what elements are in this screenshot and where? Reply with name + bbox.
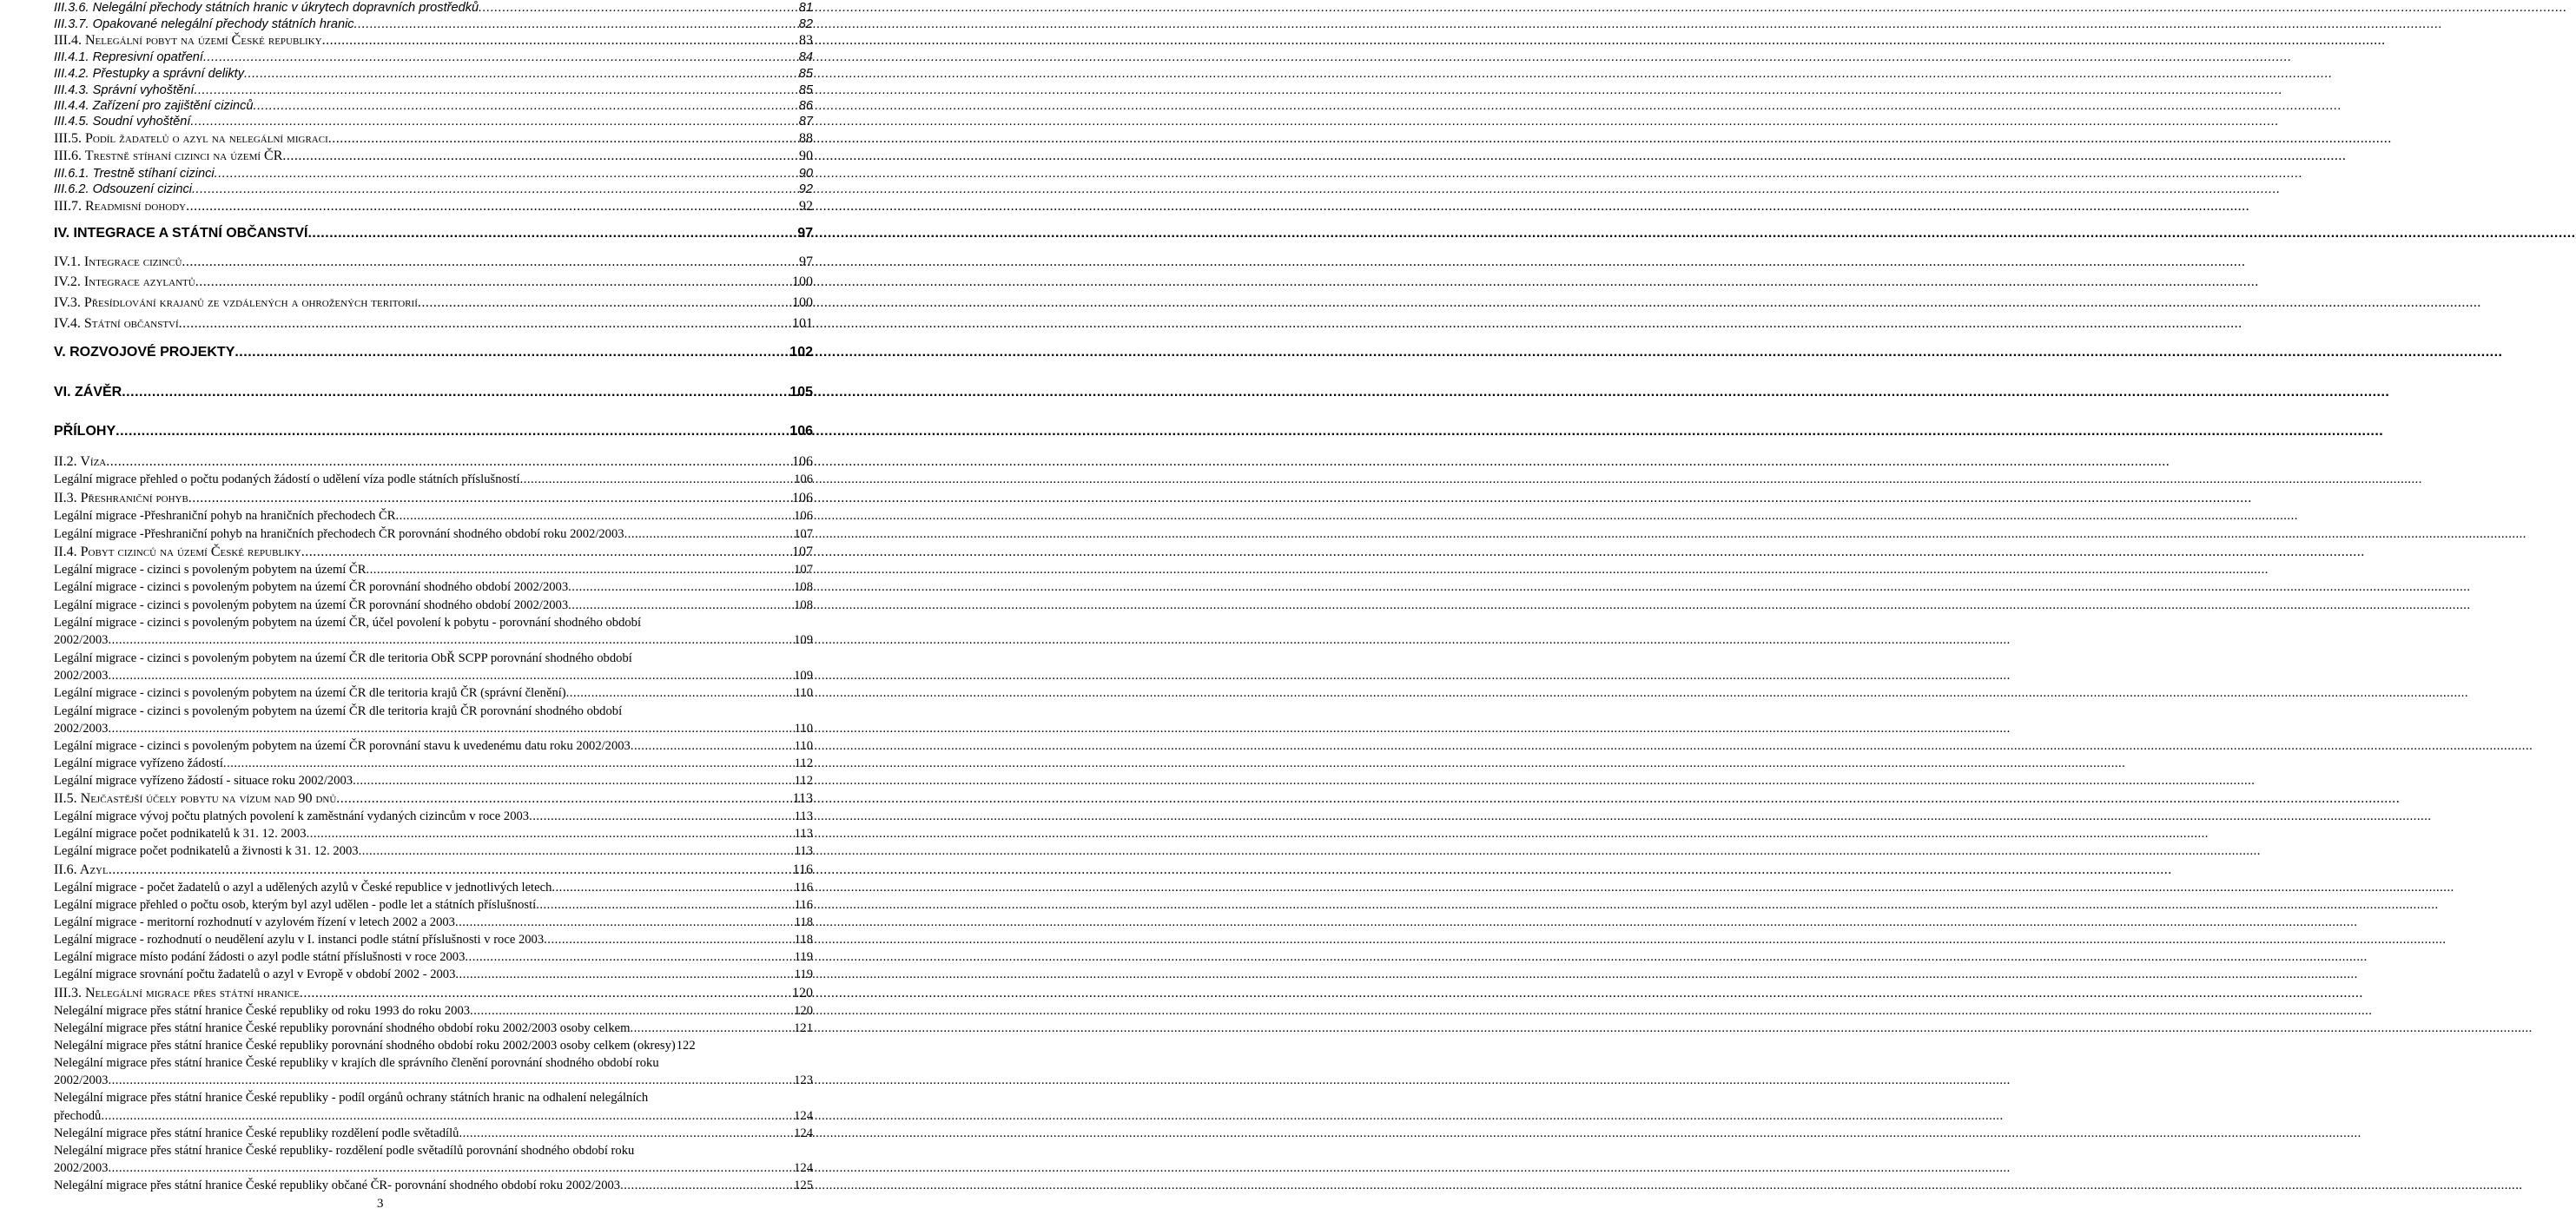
toc-entry-title-cont: 2002/2003 — [54, 722, 109, 736]
toc-chapter[interactable] — [54, 345, 813, 360]
toc-entry-title: III.7. Readmisní dohody — [54, 199, 187, 214]
toc-entry-page: 106 — [794, 509, 813, 523]
toc-entry-title: Nelegální migrace přes státní hranice České republiky - podíl orgánů ochrany státních hranic na odhalení nelegálních — [54, 1091, 649, 1105]
toc-entry-title-cont: 2002/2003 — [54, 669, 109, 683]
toc-entry-title: Legální migrace - cizinci s povoleným pobytem na území ČR dle teritoria krajů ČR (správní členění) — [54, 686, 566, 700]
toc-entry-title: III.3.6. Nelegální přechody státních hranic v úkrytech dopravních prostředků — [54, 1, 479, 15]
toc-table-entry[interactable] — [54, 967, 813, 982]
toc-entry-page: 125 — [794, 1179, 813, 1192]
toc-chapter[interactable] — [54, 226, 813, 241]
toc-entry-title-cont: 2002/2003 — [54, 1073, 109, 1087]
toc-table-entry[interactable] — [54, 686, 813, 701]
toc-entry-title: Nelegální migrace přes státní hranice České republiky porovnání shodného období roku 2002/2003 osoby celkem — [54, 1021, 631, 1035]
toc-entry-page: 107 — [792, 545, 813, 559]
toc-entry[interactable] — [54, 50, 813, 64]
toc-entry-page: 120 — [794, 1004, 813, 1018]
toc-entry[interactable] — [54, 131, 813, 147]
toc-entry-page: 100 — [792, 295, 813, 310]
toc-entry[interactable] — [54, 986, 813, 1001]
toc-entry[interactable] — [54, 862, 813, 878]
toc-entry-page: 113 — [794, 844, 813, 858]
toc-entry-title: VI. ZÁVĚR — [54, 385, 122, 399]
toc-table-entry[interactable] — [54, 915, 813, 930]
toc-entry[interactable] — [54, 274, 813, 290]
toc-table-entry[interactable] — [54, 950, 813, 965]
toc-entry-title: Nelegální migrace přes státní hranice České republiky rozdělení podle světadílů — [54, 1126, 459, 1140]
toc-entry[interactable] — [54, 491, 813, 506]
toc-entry-page: 116 — [794, 898, 813, 912]
toc-entry-title: Legální migrace - cizinci s povoleným pobytem na území ČR dle teritoria ObŘ SCPP porovnání shodného období — [54, 651, 632, 665]
toc-table-entry[interactable] — [54, 933, 813, 948]
toc-entry-title: III.6. Trestně stíhaní cizinci na území ČR — [54, 149, 283, 163]
toc-entry-page: 108 — [794, 598, 813, 612]
toc-entry-page: 110 — [794, 722, 813, 736]
toc-entry-title: PŘÍLOHY — [54, 424, 116, 439]
toc-entry-page: 121 — [794, 1021, 813, 1035]
toc-table-entry[interactable] — [54, 898, 813, 913]
toc-entry-page: 113 — [794, 827, 813, 841]
toc-entry-title: III.4.2. Přestupky a správní delikty — [54, 67, 245, 81]
toc-entry[interactable] — [54, 316, 813, 332]
toc-entry-title: Legální migrace přehled o počtu osob, kterým byl azyl udělen - podle let a státních příslušností — [54, 898, 537, 912]
toc-entry-page: 113 — [792, 791, 813, 806]
toc-entry-title: Legální migrace -Přeshraniční pohyb na hraničních přechodech ČR — [54, 509, 396, 523]
toc-entry-title: Legální migrace počet podnikatelů a živnosti k 31. 12. 2003 — [54, 844, 359, 858]
toc-entry-page: 105 — [789, 385, 813, 399]
toc-entry-title: III.3.7. Opakované nelegální přechody státních hranic — [54, 17, 354, 31]
toc-entry-page: 85 — [798, 67, 813, 81]
toc-entry-title: IV. INTEGRACE A STÁTNÍ OBČANSTVÍ — [54, 226, 308, 241]
toc-entry-title: IV.1. Integrace cizinců — [54, 254, 182, 269]
toc-entry-title: Nelegální migrace přes státní hranice České republiky občané ČR- porovnání shodného období roku 2002/2003 — [54, 1179, 621, 1192]
toc-table-entry[interactable] — [54, 774, 813, 789]
toc-entry-page: 84 — [798, 50, 813, 64]
toc-entry[interactable] — [54, 115, 813, 129]
toc-table-entry[interactable] — [54, 739, 813, 754]
toc-entry[interactable] — [54, 17, 813, 31]
toc-entry[interactable] — [54, 199, 813, 215]
toc-entry-title: Legální migrace - cizinci s povoleným pobytem na území ČR porovnání stavu k uvedenému datu roku 2002/2003 — [54, 739, 631, 753]
toc-entry[interactable] — [54, 167, 813, 181]
toc-entry-title: III.4.1. Represivní opatření — [54, 50, 203, 64]
toc-entry-title: Legální migrace - cizinci s povoleným pobytem na území ČR — [54, 563, 367, 577]
toc-entry-page: 106 — [792, 491, 813, 505]
toc-entry-page: 109 — [794, 633, 813, 647]
toc-table-entry[interactable] — [54, 1179, 813, 1193]
toc-entry-page: 85 — [798, 83, 813, 97]
toc-entry-page: 101 — [792, 316, 813, 331]
toc-entry[interactable] — [54, 545, 813, 560]
toc-entry-title: Legální migrace - rozhodnutí o neudělení azylu v I. instanci podle státní příslušnosti v roce 2003 — [54, 933, 545, 947]
toc-table-entry[interactable] — [54, 598, 813, 613]
toc-entry-title: Legální migrace počet podnikatelů k 31. 12. 2003 — [54, 827, 307, 841]
toc-entry-page: 107 — [794, 527, 813, 541]
toc-table-entry[interactable] — [54, 509, 813, 524]
toc-entry-page: 119 — [794, 967, 813, 981]
toc-entry-page: 123 — [794, 1073, 813, 1087]
toc-table-entry[interactable] — [54, 527, 813, 542]
toc-page — [0, 0, 834, 1215]
toc-entry-page: 124 — [794, 1126, 813, 1140]
toc-entry-title: III.4. Nelegální pobyt na území České republiky — [54, 33, 322, 48]
toc-entry-title: II.4. Pobyt cizinců na území České republiky — [54, 545, 301, 559]
toc-table-entry-line2[interactable] — [54, 669, 813, 683]
toc-table-entry[interactable] — [54, 827, 813, 842]
toc-chapter[interactable] — [54, 424, 813, 439]
toc-entry-title: II.6. Azyl — [54, 862, 109, 877]
toc-entry-title-cont: 2002/2003 — [54, 633, 109, 647]
toc-entry-page: 118 — [794, 915, 813, 929]
toc-entry-title: IV.3. Přesídlování krajanů ze vzdálených a ohrožených teritorií — [54, 295, 418, 310]
toc-entry-title: Legální migrace - počet žadatelů o azyl a udělených azylů v České republice v jednotlivých letech — [54, 881, 552, 895]
toc-entry-page: 88 — [799, 131, 813, 146]
toc-entry-page: 116 — [794, 881, 813, 895]
toc-entry-page: 112 — [794, 774, 813, 788]
toc-entry-title: III.6.2. Odsouzení cizinci — [54, 182, 192, 196]
toc-entry-page: 113 — [794, 809, 813, 823]
toc-entry-page: 92 — [799, 199, 813, 214]
toc-entry-title: III.3. Nelegální migrace přes státní hranice — [54, 986, 300, 1000]
toc-entry-title: Legální migrace - cizinci s povoleným pobytem na území ČR dle teritoria krajů ČR porovnání shodného období — [54, 704, 623, 718]
toc-entry-page: 122 — [676, 1039, 696, 1053]
toc-entry-title-cont: 2002/2003 — [54, 1161, 109, 1175]
toc-entry-page: 107 — [794, 563, 813, 577]
toc-entry-title: Legální migrace - cizinci s povoleným pobytem na území ČR, účel povolení k pobytu - porovnání shodného období — [54, 616, 642, 630]
toc-entry-page: 124 — [794, 1109, 813, 1123]
toc-table-entry[interactable] — [54, 472, 813, 487]
toc-entry-title: Legální migrace - cizinci s povoleným pobytem na území ČR porovnání shodného období 2002/2003 — [54, 580, 569, 594]
toc-entry-title: III.4.5. Soudní vyhoštění — [54, 115, 191, 129]
toc-entry-page: 106 — [789, 424, 813, 439]
toc-table-entry[interactable] — [54, 809, 813, 824]
toc-entry-title: III.5. Podíl žadatelů o azyl na nelegální migraci — [54, 131, 328, 146]
page-number: 3 — [377, 1197, 384, 1211]
toc-entry-page: 90 — [799, 149, 813, 163]
toc-table-entry-line2[interactable] — [54, 1161, 813, 1176]
toc-entry-page: 108 — [794, 580, 813, 594]
toc-table-entry-line1[interactable] — [54, 1056, 813, 1071]
toc-entry-page: 83 — [799, 33, 813, 48]
toc-table-entry[interactable] — [54, 563, 813, 578]
toc-table-entry[interactable] — [54, 580, 813, 595]
toc-entry-page: 97 — [799, 254, 813, 269]
toc-entry-title: Nelegální migrace přes státní hranice České republiky v krajích dle správního členění porovnání shodného období roku — [54, 1056, 659, 1070]
toc-entry-title: Legální migrace vyřízeno žádostí - situace roku 2002/2003 — [54, 774, 353, 788]
toc-entry-page: 109 — [794, 669, 813, 683]
toc-entry-page: 97 — [797, 226, 813, 241]
toc-chapter[interactable] — [54, 385, 813, 400]
toc-entry-title: IV.2. Integrace azylantů — [54, 274, 195, 289]
toc-table-entry[interactable] — [54, 1039, 832, 1053]
toc-entry-title-cont: přechodů — [54, 1109, 102, 1123]
toc-entry-title: II.3. Přeshraniční pohyb — [54, 491, 188, 505]
toc-table-entry-line2[interactable] — [54, 1073, 813, 1088]
toc-table-entry[interactable] — [54, 1021, 813, 1036]
toc-entry[interactable] — [54, 33, 813, 49]
toc-entry-title: II.5. Nejčastější účely pobytu na vízum nad 90 dnů — [54, 791, 337, 806]
toc-entry-page: 119 — [794, 950, 813, 964]
toc-entry[interactable] — [54, 295, 813, 311]
toc-entry[interactable] — [54, 1, 813, 15]
toc-entry-title: Legální migrace - meritorní rozhodnutí v azylovém řízení v letech 2002 a 2003 — [54, 915, 455, 929]
toc-entry-page: 86 — [798, 99, 813, 113]
toc-entry-title: II.2. Víza — [54, 454, 107, 469]
toc-entry[interactable] — [54, 254, 813, 270]
toc-entry-page: 87 — [798, 115, 813, 129]
toc-entry-page: 82 — [798, 17, 813, 31]
toc-table-entry-line1[interactable] — [54, 616, 813, 631]
toc-table-entry[interactable] — [54, 881, 813, 895]
toc-entry-title: Nelegální migrace přes státní hranice České republiky porovnání shodného období roku 2002/2003 osoby celkem (okresy) — [54, 1039, 676, 1053]
toc-entry-title: V. ROZVOJOVÉ PROJEKTY — [54, 345, 235, 360]
toc-entry-title: Legální migrace přehled o počtu podaných žádostí o udělení víza podle státních příslušností — [54, 472, 520, 486]
toc-entry[interactable] — [54, 149, 813, 164]
toc-entry-title: Legální migrace - cizinci s povoleným pobytem na území ČR porovnání shodného období 2002/2003 — [54, 598, 569, 612]
toc-table-entry-line1[interactable] — [54, 704, 813, 719]
toc-entry-title: Legální migrace -Přeshraniční pohyb na hraničních přechodech ČR porovnání shodného období roku 2002/2003 — [54, 527, 624, 541]
toc-entry-page: 110 — [794, 686, 813, 700]
toc-table-entry-line2[interactable] — [54, 633, 813, 648]
toc-entry-title: III.4.3. Správní vyhoštění — [54, 83, 195, 97]
toc-entry[interactable] — [54, 791, 813, 807]
toc-table-entry[interactable] — [54, 844, 813, 859]
toc-entry-page: 102 — [789, 345, 813, 360]
toc-table-entry[interactable] — [54, 1126, 813, 1141]
toc-entry-title: Legální migrace místo podání žádosti o azyl podle státní příslušnosti v roce 2003 — [54, 950, 466, 964]
toc-entry[interactable] — [54, 454, 813, 470]
toc-entry-title: III.4.4. Zařízení pro zajištění cizinců — [54, 99, 254, 113]
toc-table-entry[interactable] — [54, 1004, 813, 1019]
toc-entry[interactable] — [54, 83, 813, 97]
toc-entry-page: 100 — [792, 274, 813, 289]
toc-entry[interactable] — [54, 182, 813, 196]
toc-entry-title: IV.4. Státní občanství — [54, 316, 179, 331]
toc-entry-title: Legální migrace srovnání počtu žadatelů o azyl v Evropě v období 2002 - 2003 — [54, 967, 456, 981]
toc-table-entry-line2[interactable] — [54, 722, 813, 736]
toc-entry-page: 116 — [792, 862, 813, 877]
toc-table-entry-line1[interactable] — [54, 1091, 813, 1106]
toc-entry[interactable] — [54, 99, 813, 113]
toc-entry-page: 106 — [792, 454, 813, 469]
toc-entry-page: 120 — [792, 986, 813, 1000]
toc-entry[interactable] — [54, 67, 813, 81]
toc-entry-page: 92 — [798, 182, 813, 196]
toc-entry-title: Legální migrace vyřízeno žádostí — [54, 756, 223, 770]
toc-entry-page: 90 — [798, 167, 813, 181]
toc-entry-title: Legální migrace vývoj počtu platných povolení k zaměstnání vydaných cizincům v roce 2003 — [54, 809, 530, 823]
toc-entry-page: 106 — [794, 472, 813, 486]
toc-table-entry-line2[interactable] — [54, 1109, 813, 1124]
toc-entry-page: 112 — [794, 756, 813, 770]
toc-entry-title: III.6.1. Trestně stíhaní cizinci — [54, 167, 215, 181]
toc-table-entry-line1[interactable] — [54, 1144, 813, 1159]
toc-entry-page: 118 — [794, 933, 813, 947]
toc-table-entry[interactable] — [54, 756, 813, 771]
toc-entry-title: Nelegální migrace přes státní hranice České republiky od roku 1993 do roku 2003 — [54, 1004, 471, 1018]
toc-entry-page: 124 — [794, 1161, 813, 1175]
toc-entry-page: 81 — [798, 1, 813, 15]
toc-entry-title: Nelegální migrace přes státní hranice České republiky- rozdělení podle světadílů porovnání shodného období roku — [54, 1144, 635, 1158]
toc-table-entry-line1[interactable] — [54, 651, 813, 666]
toc-entry-page: 110 — [794, 739, 813, 753]
